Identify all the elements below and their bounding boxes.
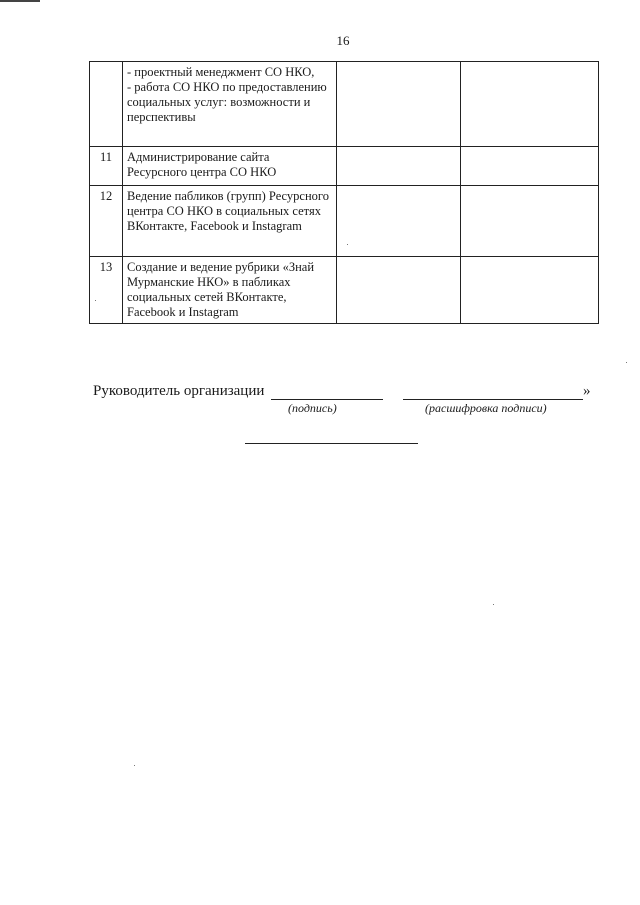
- signature-decoding-caption: (расшифровка подписи): [425, 401, 547, 415]
- scan-speck: [493, 604, 494, 605]
- page-number: 16: [336, 33, 350, 48]
- row-number: 11: [90, 147, 123, 186]
- signature-line: [271, 399, 383, 400]
- bottom-rule: [245, 443, 418, 444]
- row-cell-empty: [337, 186, 461, 257]
- row-description-line: - работа СО НКО по предоставлению социальных услуг: возможности и перспективы: [127, 80, 327, 124]
- signature-block: [93, 383, 603, 443]
- closing-quote: »: [583, 383, 591, 399]
- scan-speck: [134, 765, 135, 766]
- row-number: 13: [90, 257, 123, 324]
- row-description: Администрирование сайта Ресурсного центра СО НКО: [123, 147, 337, 186]
- row-cell-empty: [337, 147, 461, 186]
- row-description: Ведение пабликов (групп) Ресурсного центра СО НКО в социальных сетях ВКонтакте, Facebook и Instagram: [123, 186, 337, 257]
- scan-edge-mark: [0, 0, 40, 2]
- row-cell-empty: [461, 62, 599, 147]
- row-cell-empty: [461, 147, 599, 186]
- table-row: [90, 62, 599, 147]
- row-description: Создание и ведение рубрики «Знай Мурманские НКО» в пабликах социальных сетей ВКонтакте, Facebook и Instagram: [123, 257, 337, 324]
- signature-decoding-line: [403, 399, 583, 400]
- plan-table: [89, 61, 599, 324]
- row-description-line: - проектный менеджмент СО НКО,: [127, 65, 315, 79]
- row-cell-empty: [337, 62, 461, 147]
- signature-caption: (подпись): [288, 401, 337, 415]
- row-cell-empty: [461, 186, 599, 257]
- row-cell-empty: [337, 257, 461, 324]
- signature-label: Руководитель организации: [93, 383, 265, 399]
- row-number: 12: [90, 186, 123, 257]
- row-number: [90, 62, 123, 147]
- scan-speck: [626, 362, 627, 363]
- table-row: [90, 147, 599, 186]
- scan-speck: [347, 244, 348, 245]
- table-row: [90, 186, 599, 257]
- row-description: [123, 62, 337, 147]
- table-row: [90, 257, 599, 324]
- row-cell-empty: [461, 257, 599, 324]
- scan-speck: [95, 300, 96, 301]
